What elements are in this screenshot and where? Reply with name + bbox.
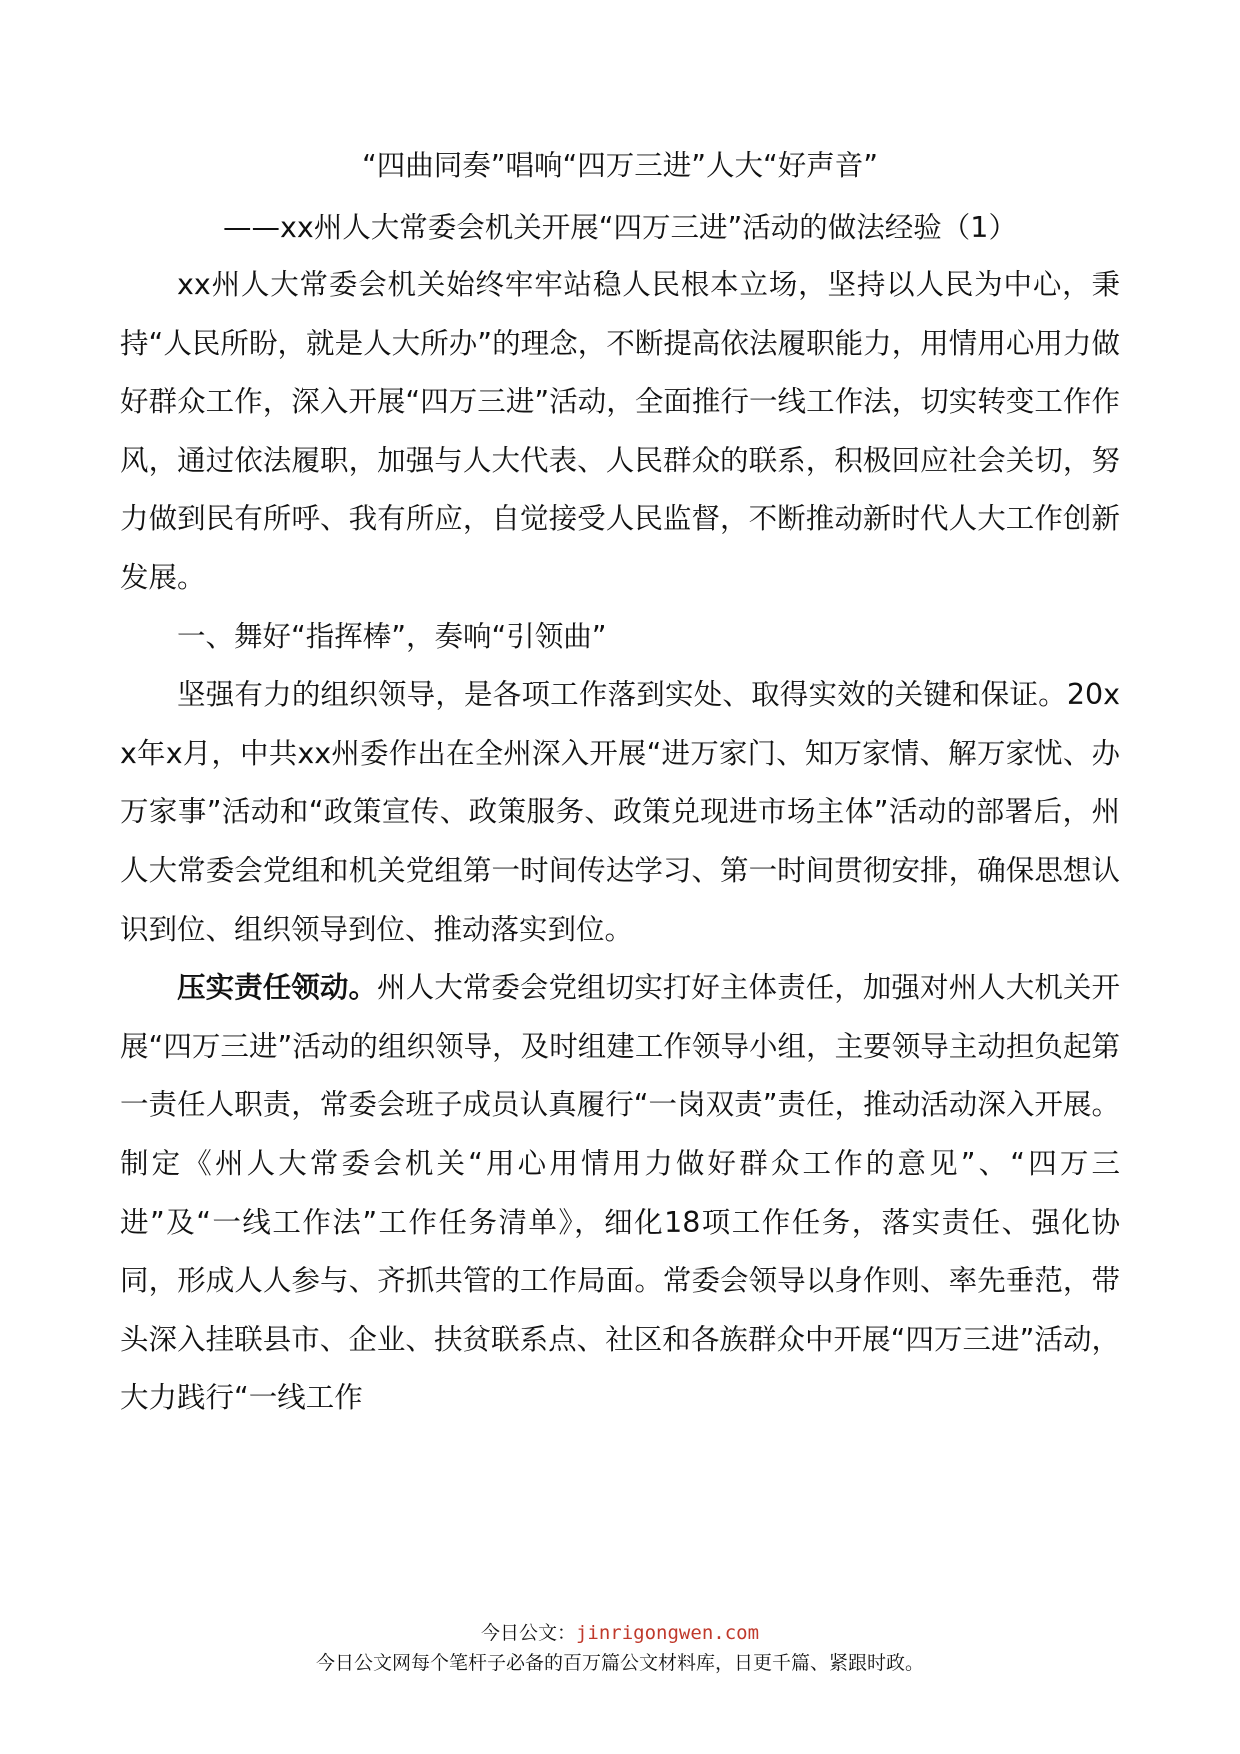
paragraph-responsibility — [120, 959, 1120, 1428]
paragraph-text: 坚强有力的组织领导，是各项工作落到实处、取得实效的关键和保证。20xx年x月，中共xx州委作出在全州深入开展“进万家门、知万家情、解万家忧、办万家事”活动和“政策宣传、政策服务、政策兑现进市场主体”活动的部署后，州人大常委会党组和机关党组第一时间传达学习、第一时间贯彻安排，确保思想认识到位、组织领导到位、推动落实到位。 — [120, 678, 1120, 946]
footer-source — [0, 1620, 1240, 1646]
section-heading-1 — [120, 608, 1120, 667]
footer-url-link[interactable]: jinrigongwen.com — [575, 1622, 760, 1644]
footer-label: 今日公文： — [480, 1622, 576, 1644]
paragraph-lead-bold: 压实责任领动。 — [177, 971, 378, 1005]
paragraph-intro — [120, 256, 1120, 608]
footer-tagline: 今日公文网每个笔杆子必备的百万篇公文材料库，日更千篇、紧跟时政。 — [315, 1652, 924, 1674]
paragraph-leadership — [120, 666, 1120, 959]
document-subtitle: ——xx州人大常委会机关开展“四万三进”活动的做法经验（1） — [223, 211, 1017, 244]
paragraph-text: 州人大常委会党组切实打好主体责任，加强对州人大机关开展“四万三进”活动的组织领导，及时组建工作领导小组，主要领导主动担负起第一责任人职责，常委会班子成员认真履行“一岗双责”责任，推动活动深入开展。制定《州人大常委会机关“用心用情用力做好群众工作的意见”、“四万三进”及“一线工作法”工作任务清单》，细化18项工作任务，落实责任、强化协同，形成人人参与、齐抓共管的工作局面。常委会领导以身作则、率先垂范，带头深入挂联县市、企业、扶贫联系点、社区和各族群众中开展“四万三进”活动，大力践行“一线工作 — [120, 971, 1120, 1415]
document-body — [120, 256, 1120, 1428]
document-title: “四曲同奏”唱响“四万三进”人大“好声音” — [361, 149, 879, 182]
section-heading-text: 一、舞好“指挥棒”，奏响“引领曲” — [177, 619, 607, 653]
paragraph-text: xx州人大常委会机关始终牢牢站稳人民根本立场，坚持以人民为中心，秉持“人民所盼，就是人大所办”的理念，不断提高依法履职能力，用情用心用力做好群众工作，深入开展“四万三进”活动，全面推行一线工作法，切实转变工作作风，通过依法履职，加强与人大代表、人民群众的联系，积极回应社会关切，努力做到民有所呼、我有所应，自觉接受人民监督，不断推动新时代人大工作创新发展。 — [120, 268, 1120, 594]
